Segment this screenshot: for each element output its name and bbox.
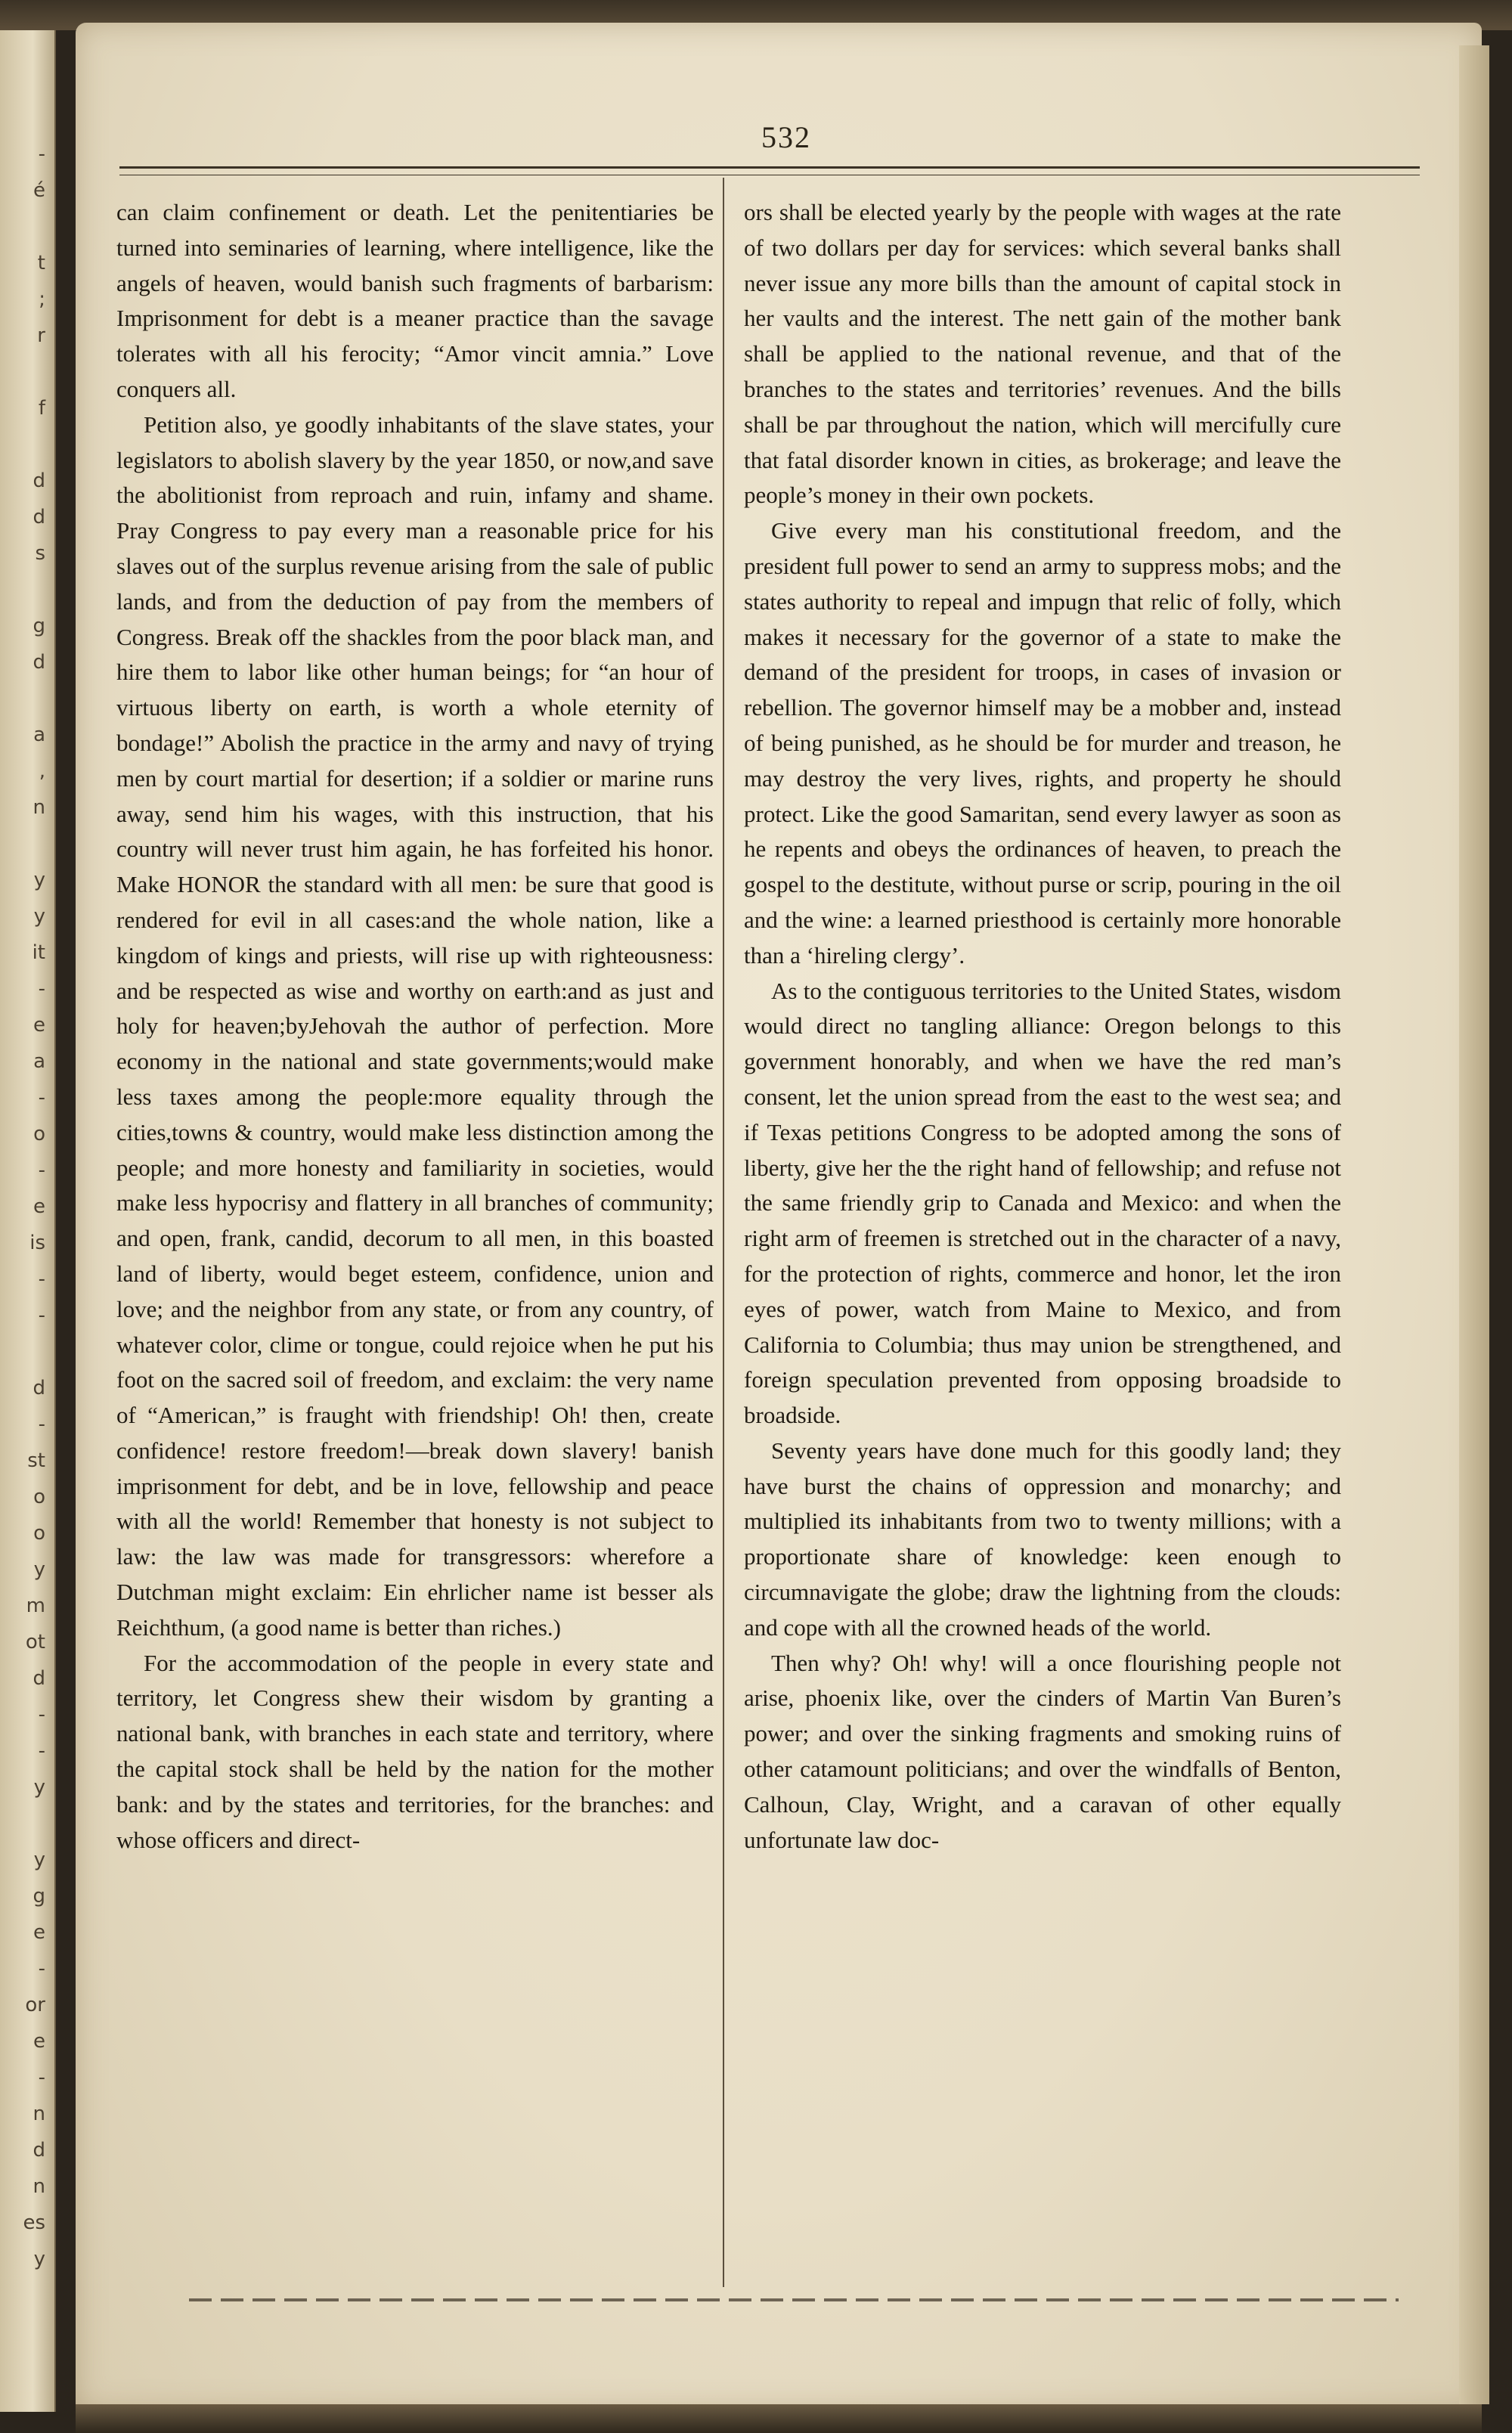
paragraph: As to the contiguous territories to the United States, wisdom would direct no tangling alliance: Oregon belongs to this government honorably, and when we have the red man’s consent, let the union spread from the east to the west sea; and if Texas petitions Congress to be adopted among the sons of liberty, give her the the right hand of fellowship; and refuse not the same friendly grip to Canada and Mexico: and when the right arm of freemen is stretched out in the character of a navy, for the protection of rights, commerce and honor, let the iron eyes of power, watch from Maine to Mexico, and from California to Columbia; thus may union be strengthened, and foreign speculation prevented from opposing broadside to broadside.: [744, 977, 1341, 1429]
paragraph: Give every man his constitutional freedom, and the president full power to send an army to suppress mobs; and the states authority to repeal and impugn that relic of folly, which makes it necessary for the governor of a state to make the demand of the president for troops, in cases of invasion or rebellion. The governor himself may be a mobber and, instead of being punished, as he should be for murder and treason, he may destroy the very lives, rights, and property he should protect. Like the good Samaritan, send every lawyer as soon as he repents and obeys the ordinances of heaven, to preach the gospel to the destitute, without purse or scrip, pouring in the oil and the wine: a learned priesthood is certainly more honorable than a ‘hireling clergy’.: [744, 517, 1341, 969]
previous-page-edge: [0, 30, 56, 2412]
page-edge-right: [1459, 45, 1489, 2404]
header-rule: [119, 166, 1420, 175]
right-column: [744, 195, 1341, 1858]
paragraph: ors shall be elected yearly by the people with wages at the rate of two dollars per day for services: which several banks shall never issue any more bills than the amount of capital stock in her vaults and the interest. The nett gain of the mother bank shall be applied to the national revenue, and that of the branches to the states and territories’ revenues. And the bills shall be par throughout the nation, which will mercifully cure that fatal disorder known in cities, as brokerage; and leave the people’s money in their own pockets.: [744, 199, 1341, 509]
column-divider: [723, 178, 724, 2287]
paragraph: Petition also, ye goodly inhabitants of the slave states, your legislators to abolish slavery by the year 1850, or now,and save the abolitionist from reproach and ruin, infamy and shame. Pray Congress to pay every man a reasonable price for his slaves out of the surplus revenue arising from the sale of public lands, and from the deduction of pay from the members of Congress. Break off the shackles from the poor black man, and hire them to labor like other human beings; for “an hour of virtuous liberty on earth, is worth a whole eternity of bondage!” Abolish the practice in the army and navy of trying men by court martial for desertion; if a soldier or marine runs away, send him his wages, with this instruction, that his country will never trust him again, he has forfeited his honor. Make HONOR the standard with all men: be sure that good is rendered for evil in all cases:and the whole nation, like a kingdom of kings and priests, will rise up with righteousness: and be respected as wise and worthy on earth:and as just and holy for heaven;byJehovah the author of perfection. More economy in the national and state governments;would make less taxes among the people:more equality through the cities,towns & country, would make less distinction among the people; and more honesty and familiarity in societies, would make less hypocrisy and flattery in all branches of community; and open, frank, candid, decorum to all men, in this boasted land of liberty, would beget esteem, confidence, union and love; and the neighbor from any state, or from any country, of whatever color, clime or tongue, could rejoice when he put his foot on the sacred soil of freedom, and exclaim: the very name of “American,” is fraught with friendship! Oh! then, create confidence! restore freedom!—break down slavery! banish imprisonment for debt, and be in love, fellowship and peace with all the world! Remember that honesty is not subject to law: the law was made for transgressors: wherefore a Dutchman might exclaim: Ein ehrlicher name ist besser als Reichthum, (a good name is better than riches.): [116, 411, 714, 1641]
footer-rule: [189, 2298, 1399, 2301]
paragraph: can claim confinement or death. Let the penitentiaries be turned into seminaries of learning, where intelligence, like the angels of heaven, would banish such fragments of barbarism: Imprisonment for debt is a meaner practice than the savage tolerates with all his ferocity; “Amor vincit amnia.” Love conquers all.: [116, 199, 714, 402]
previous-page-fragments: - é t ; r f d d s g d a , n y y it - e a - o - e is - - d - st o o y m ot d - - y y g e - or e - n d n es y: [23, 143, 45, 2270]
page: [76, 23, 1482, 2412]
binding-bottom: [76, 2404, 1482, 2433]
paragraph: Then why? Oh! why! will a once flourishing people not arise, phoenix like, over the cinders of Martin Van Buren’s power; and over the sinking fragments and smoking ruins of other catamount politicians; and over the windfalls of Benton, Calhoun, Clay, Wright, and a caravan of other equally unfortunate law doc-: [744, 1649, 1341, 1853]
paragraph: For the accommodation of the people in every state and territory, let Congress shew their wisdom by granting a national bank, with branches in each state and territory, where the capital stock shall be held by the nation for the mother bank: and by the states and territories, for the branches: and whose officers and direct-: [116, 1649, 714, 1853]
page-number: 532: [761, 120, 811, 154]
paragraph: Seventy years have done much for this goodly land; they have burst the chains of oppression and monarchy; and multiplied its inhabitants from two to twenty millions; with a proportionate share of knowledge: keen enough to circumnavigate the globe; draw the lightning from the clouds: and cope with all the crowned heads of the world.: [744, 1437, 1341, 1641]
left-column: [116, 195, 714, 1858]
